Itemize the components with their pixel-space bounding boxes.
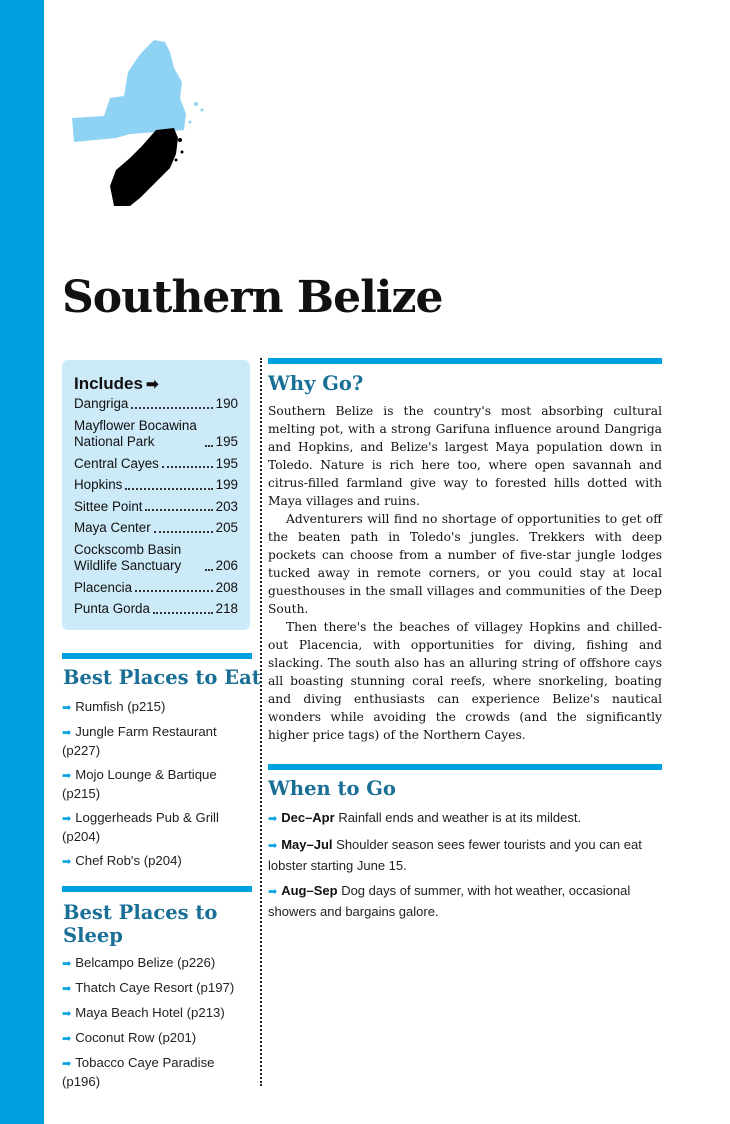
column-divider bbox=[260, 358, 262, 1086]
eat-item-text: Loggerheads Pub & Grill (p204) bbox=[62, 810, 219, 844]
sleep-item bbox=[62, 1029, 252, 1048]
includes-item-page: 195 bbox=[215, 434, 238, 449]
includes-item bbox=[74, 456, 238, 473]
why-go-rule bbox=[268, 358, 662, 364]
dot-leader bbox=[154, 531, 213, 533]
includes-item-page: 199 bbox=[215, 477, 238, 492]
dot-leader bbox=[131, 407, 212, 409]
eat-item bbox=[62, 766, 252, 803]
dot-leader bbox=[135, 590, 213, 592]
sleep-item bbox=[62, 979, 252, 998]
includes-item-name: Mayflower Bocawina National Park bbox=[74, 417, 197, 449]
when-item bbox=[268, 881, 668, 921]
when-item-label: Aug–Sep bbox=[281, 883, 338, 898]
sleep-item-text: Belcampo Belize (p226) bbox=[75, 955, 216, 970]
includes-item-name: Dangriga bbox=[74, 396, 129, 411]
bullet-arrow-icon: ➡ bbox=[62, 770, 72, 782]
when-item bbox=[268, 835, 668, 875]
sleep-item bbox=[62, 1054, 252, 1091]
bullet-arrow-icon: ➡ bbox=[62, 983, 72, 995]
eat-item-text: Chef Rob's (p204) bbox=[75, 853, 182, 868]
bullet-arrow-icon: ➡ bbox=[268, 813, 278, 825]
blue-edge-bar bbox=[0, 0, 44, 1124]
dot-leader bbox=[145, 509, 212, 511]
bullet-arrow-icon: ➡ bbox=[62, 813, 72, 825]
includes-item bbox=[74, 542, 238, 575]
eat-item-text: Rumfish (p215) bbox=[75, 699, 166, 714]
eat-heading: Best Places to Eat bbox=[63, 666, 261, 689]
why-go-paragraph: Then there's the beaches of villagey Hopkins and chilled-out Placencia, with opportunities for diving, fishing and slacking. The south also has an alluring string of offshore cays all boasting stunning coral reefs, where snorkeling, boating and diving enthusiasts can experience Belize's nautical wonders while avoiding the crowds (and the significantly higher price tags) of the Northern Cayes. bbox=[268, 620, 662, 742]
arrow-right-icon: ➡ bbox=[145, 376, 159, 393]
includes-item-page: 195 bbox=[215, 455, 238, 471]
bullet-arrow-icon: ➡ bbox=[62, 1058, 72, 1070]
eat-rule bbox=[62, 653, 252, 659]
includes-item-page: 205 bbox=[215, 520, 238, 535]
dot-leader bbox=[205, 569, 213, 571]
includes-item-page: 206 bbox=[215, 558, 238, 573]
belize-region-map bbox=[70, 38, 220, 210]
includes-item-name: Sittee Point bbox=[74, 498, 143, 514]
bullet-arrow-icon: ➡ bbox=[62, 727, 72, 739]
sleep-list bbox=[62, 954, 252, 1097]
sleep-item bbox=[62, 1004, 252, 1023]
why-go-paragraph: Southern Belize is the country's most absorbing cultural melting pot, with a strong Garifuna influence around Dangriga and Hopkins, and Belize's largest Maya population down in Toledo. Nature is rich here too, where open savannah and citrus-filled farmland give way to forested hills dotted with Maya villages and ruins. bbox=[268, 404, 662, 508]
when-item-label: Dec–Apr bbox=[281, 810, 335, 825]
why-go-paragraph: Adventurers will find no shortage of opportunities to get off the beaten path in Toledo's jungles. Trekkers with deep pockets can choose from a number of five-star jungle lodges tucked away in remote corners, or you could stay at local guesthouses in the small villages and communities of the Deep South. bbox=[268, 512, 662, 616]
includes-item-page: 208 bbox=[215, 579, 238, 595]
includes-title bbox=[74, 374, 238, 394]
why-go-heading: Why Go? bbox=[268, 372, 364, 395]
includes-item bbox=[74, 396, 238, 413]
bullet-arrow-icon: ➡ bbox=[62, 1008, 72, 1020]
includes-item bbox=[74, 418, 238, 451]
eat-item bbox=[62, 698, 252, 717]
eat-list bbox=[62, 698, 252, 877]
dot-leader bbox=[162, 466, 213, 468]
includes-item-page: 218 bbox=[215, 601, 238, 616]
includes-item bbox=[74, 520, 238, 537]
eat-item-text: Mojo Lounge & Bartique (p215) bbox=[62, 767, 217, 801]
why-go-body bbox=[268, 402, 662, 744]
page-title: Southern Belize bbox=[62, 272, 443, 323]
eat-item bbox=[62, 809, 252, 846]
eat-item-text: Jungle Farm Restaurant (p227) bbox=[62, 724, 217, 758]
sleep-rule bbox=[62, 886, 252, 892]
dot-leader bbox=[125, 488, 212, 490]
bullet-arrow-icon: ➡ bbox=[268, 840, 278, 852]
includes-item bbox=[74, 499, 238, 516]
includes-item bbox=[74, 477, 238, 494]
sleep-item-text: Maya Beach Hotel (p213) bbox=[75, 1005, 225, 1020]
when-list bbox=[268, 808, 668, 927]
eat-item bbox=[62, 852, 252, 871]
includes-title-text: Includes bbox=[74, 374, 143, 393]
eat-item bbox=[62, 723, 252, 760]
includes-list bbox=[74, 396, 238, 618]
includes-item-page: 190 bbox=[215, 396, 238, 411]
includes-box bbox=[62, 360, 250, 630]
includes-item-name: Hopkins bbox=[74, 477, 123, 492]
includes-item bbox=[74, 601, 238, 618]
includes-item bbox=[74, 580, 238, 597]
sleep-heading: Best Places to Sleep bbox=[63, 901, 218, 947]
includes-item-name: Punta Gorda bbox=[74, 601, 150, 616]
bullet-arrow-icon: ➡ bbox=[268, 886, 278, 898]
includes-item-name: Maya Center bbox=[74, 520, 151, 535]
sleep-item-text: Tobacco Caye Paradise (p196) bbox=[62, 1055, 215, 1089]
bullet-arrow-icon: ➡ bbox=[62, 958, 72, 970]
when-item bbox=[268, 808, 668, 829]
when-heading: When to Go bbox=[268, 777, 396, 800]
bullet-arrow-icon: ➡ bbox=[62, 702, 72, 714]
sleep-item-text: Coconut Row (p201) bbox=[75, 1030, 197, 1045]
includes-item-name: Cockscomb Basin Wildlife Sanctuary bbox=[74, 541, 182, 573]
includes-item-name: Central Cayes bbox=[74, 455, 159, 471]
when-item-text: Shoulder season sees fewer tourists and you can eat lobster starting June 15. bbox=[268, 837, 642, 873]
when-item-label: May–Jul bbox=[281, 837, 333, 852]
sleep-item bbox=[62, 954, 252, 973]
dot-leader bbox=[205, 445, 213, 447]
when-rule bbox=[268, 764, 662, 770]
bullet-arrow-icon: ➡ bbox=[62, 1033, 72, 1045]
when-item-text: Rainfall ends and weather is at its mildest. bbox=[338, 810, 582, 825]
sleep-item-text: Thatch Caye Resort (p197) bbox=[75, 980, 235, 995]
includes-item-page: 203 bbox=[215, 498, 238, 514]
includes-item-name: Placencia bbox=[74, 579, 133, 595]
bullet-arrow-icon: ➡ bbox=[62, 856, 72, 868]
dot-leader bbox=[153, 612, 213, 614]
when-item-text: Dog days of summer, with hot weather, occasional showers and bargains galore. bbox=[268, 883, 631, 919]
